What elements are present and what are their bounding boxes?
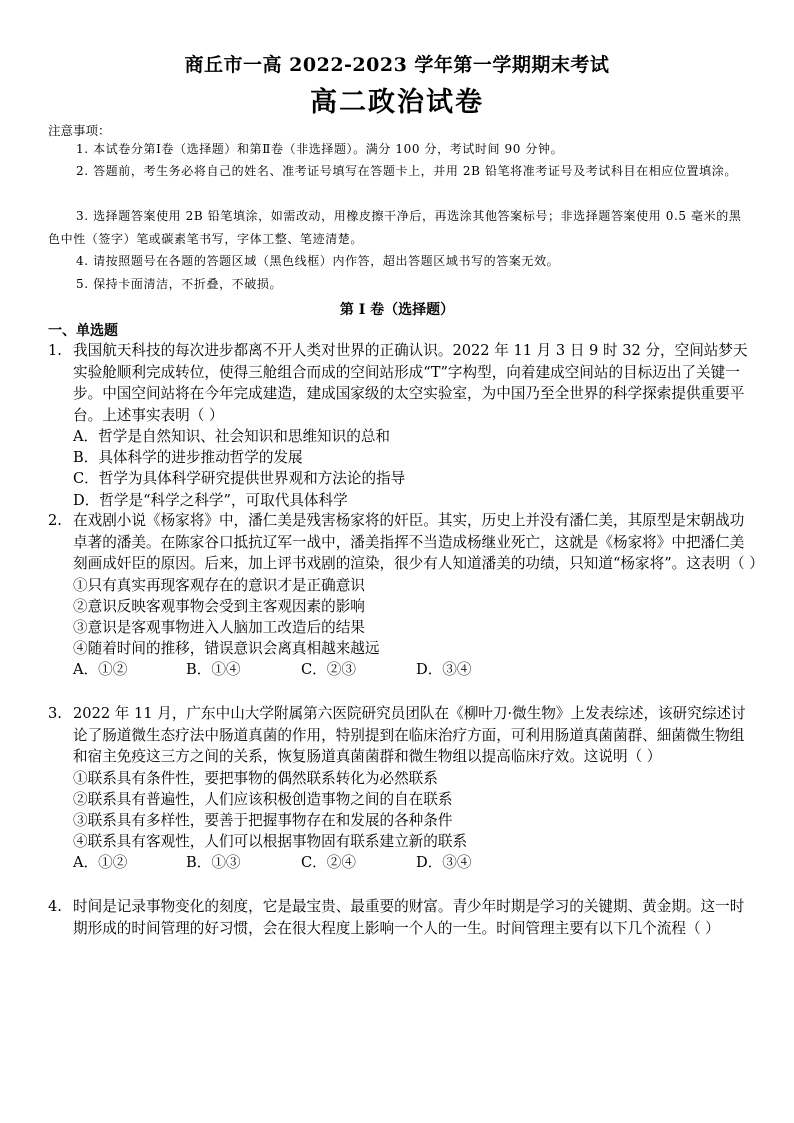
option-d: D．哲学是“科学之科学”，可取代具体科学 (73, 491, 348, 509)
notice-item-1: 1. 本试卷分第Ⅰ卷（选择题）和第Ⅱ卷（非选择题）。满分 100 分，考试时间 90 分钟。 (76, 142, 564, 156)
statement-3: ③联系具有多样性，要善于把握事物存在和发展的各种条件 (73, 811, 453, 829)
option-row (73, 852, 758, 873)
notice-item-2: 2. 答题前，考生务必将自己的姓名、准考证号填写在答题卡上，并用 2B 铅笔将准考证号及考试科目在相应位置填涂。 (76, 164, 737, 178)
question-number: 3. (48, 705, 62, 722)
question-1 (48, 340, 758, 511)
question-stem: 在戏剧小说《杨家将》中，潘仁美是残害杨家将的奸臣。其实，历史上并没有潘仁美，其原型是宋朝战功卓著的潘美。在陈家谷口抵抗辽军一战中，潘美指挥不当造成杨继业死亡，这就是《杨家将》中把潘仁美刻画成奸臣的原因。后来，加上评书戏剧的渲染，很少有人知道潘美的功绩，只知道“杨家将”。这表明（ ） (73, 512, 764, 572)
question-2 (48, 510, 764, 681)
question-stem: 时间是记录事物变化的刻度，它是最宝贵、最重要的财富。青少年时期是学习的关键期、黄金期。这一时期形成的时间管理的好习惯，会在很大程度上影响一个人的一生。时间管理主要有以下几个流程（ ） (73, 898, 745, 937)
question-stem: 我国航天科技的每次进步都离不开人类对世界的正确认识。2022 年 11 月 3 日 9 时 32 分，空间站梦天实验舱顺利完成转位，使得三舱组合而成的空间站形成“T”字构型，向着建成空间站的目标迈出了关键一步。中国空间站将在今年完成建造，建成国家级的太空实验室，为中国乃至全世界的科学探索提供重要平台。上述事实表明（ ） (73, 342, 748, 424)
notice-heading: 注意事项： (48, 123, 111, 138)
question-number: 4. (48, 898, 62, 915)
question-stem: 2022 年 11 月，广东中山大学附属第六医院研究员团队在《柳叶刀·微生物》上发表综述，该研究综述讨论了肠道微生态疗法中肠道真菌的作用，特别提到在临床治疗方面，可利用肠道真菌菌群、細菌微生物组和宿主免疫这三方之间的关系，恢复肠道真菌菌群和微生物组以提高临床疗效。这说明（ ） (73, 705, 746, 765)
question-4 (48, 896, 758, 939)
notice-item-5: 5. 保持卡面清洁，不折叠，不破损。 (76, 277, 283, 291)
option-b: B．①③ (186, 854, 241, 872)
option-a: A．①② (73, 661, 128, 679)
option-d: D．③④ (416, 854, 472, 872)
exam-subject-title: 高二政治试卷 (310, 87, 484, 118)
option-row (73, 659, 758, 680)
question-number: 1. (48, 342, 62, 359)
option-a: A．哲学是自然知识、社会知识和思维知识的总和 (73, 428, 391, 445)
option-d: D．③④ (416, 661, 472, 679)
notice-item-4: 4. 请按照题号在各题的答题区域（黑色线框）内作答，超出答题区域书写的答案无效。 (76, 254, 560, 268)
statement-1: ①只有真实再现客观存在的意识才是正确意识 (73, 576, 365, 594)
option-a: A．①② (73, 854, 128, 872)
statement-2: ②意识反映客观事物会受到主客观因素的影响 (73, 597, 365, 615)
option-b: B．具体科学的进步推动哲学的发展 (73, 449, 303, 467)
statement-3: ③意识是客观事物进入人脑加工改造后的结果 (73, 618, 365, 636)
section-title: 第 I 卷（选择题） (339, 302, 455, 318)
option-b: B．①④ (186, 661, 241, 679)
notice-item-3: 3. 选择题答案使用 2B 铅笔填涂，如需改动，用橡皮擦干净后，再选涂其他答案标号；非选择题答案使用 0.5 毫米的黑色中性（签字）笔或碳素笔书写，字体工整、笔迹清楚。 (48, 209, 742, 246)
option-c: C．②④ (301, 854, 356, 872)
statement-4: ④随着时间的推移，错误意识会离真相越来越远 (73, 640, 380, 658)
option-c: C．哲学为具体科学研究提供世界观和方法论的指导 (73, 470, 406, 488)
statement-1: ①联系具有条件性，要把事物的偶然联系转化为必然联系 (73, 769, 438, 787)
statement-4: ④联系具有客观性，人们可以根据事物固有联系建立新的联系 (73, 833, 468, 851)
option-c: C．②③ (301, 661, 356, 679)
exam-title: 商丘市一高 2022-2023 学年第一学期期末考试 (184, 54, 610, 76)
statement-2: ②联系具有普遍性，人们应该积极创造事物之间的自在联系 (73, 790, 453, 808)
question-3 (48, 703, 758, 874)
part-title: 一、单选题 (48, 323, 118, 339)
question-number: 2. (48, 512, 62, 529)
